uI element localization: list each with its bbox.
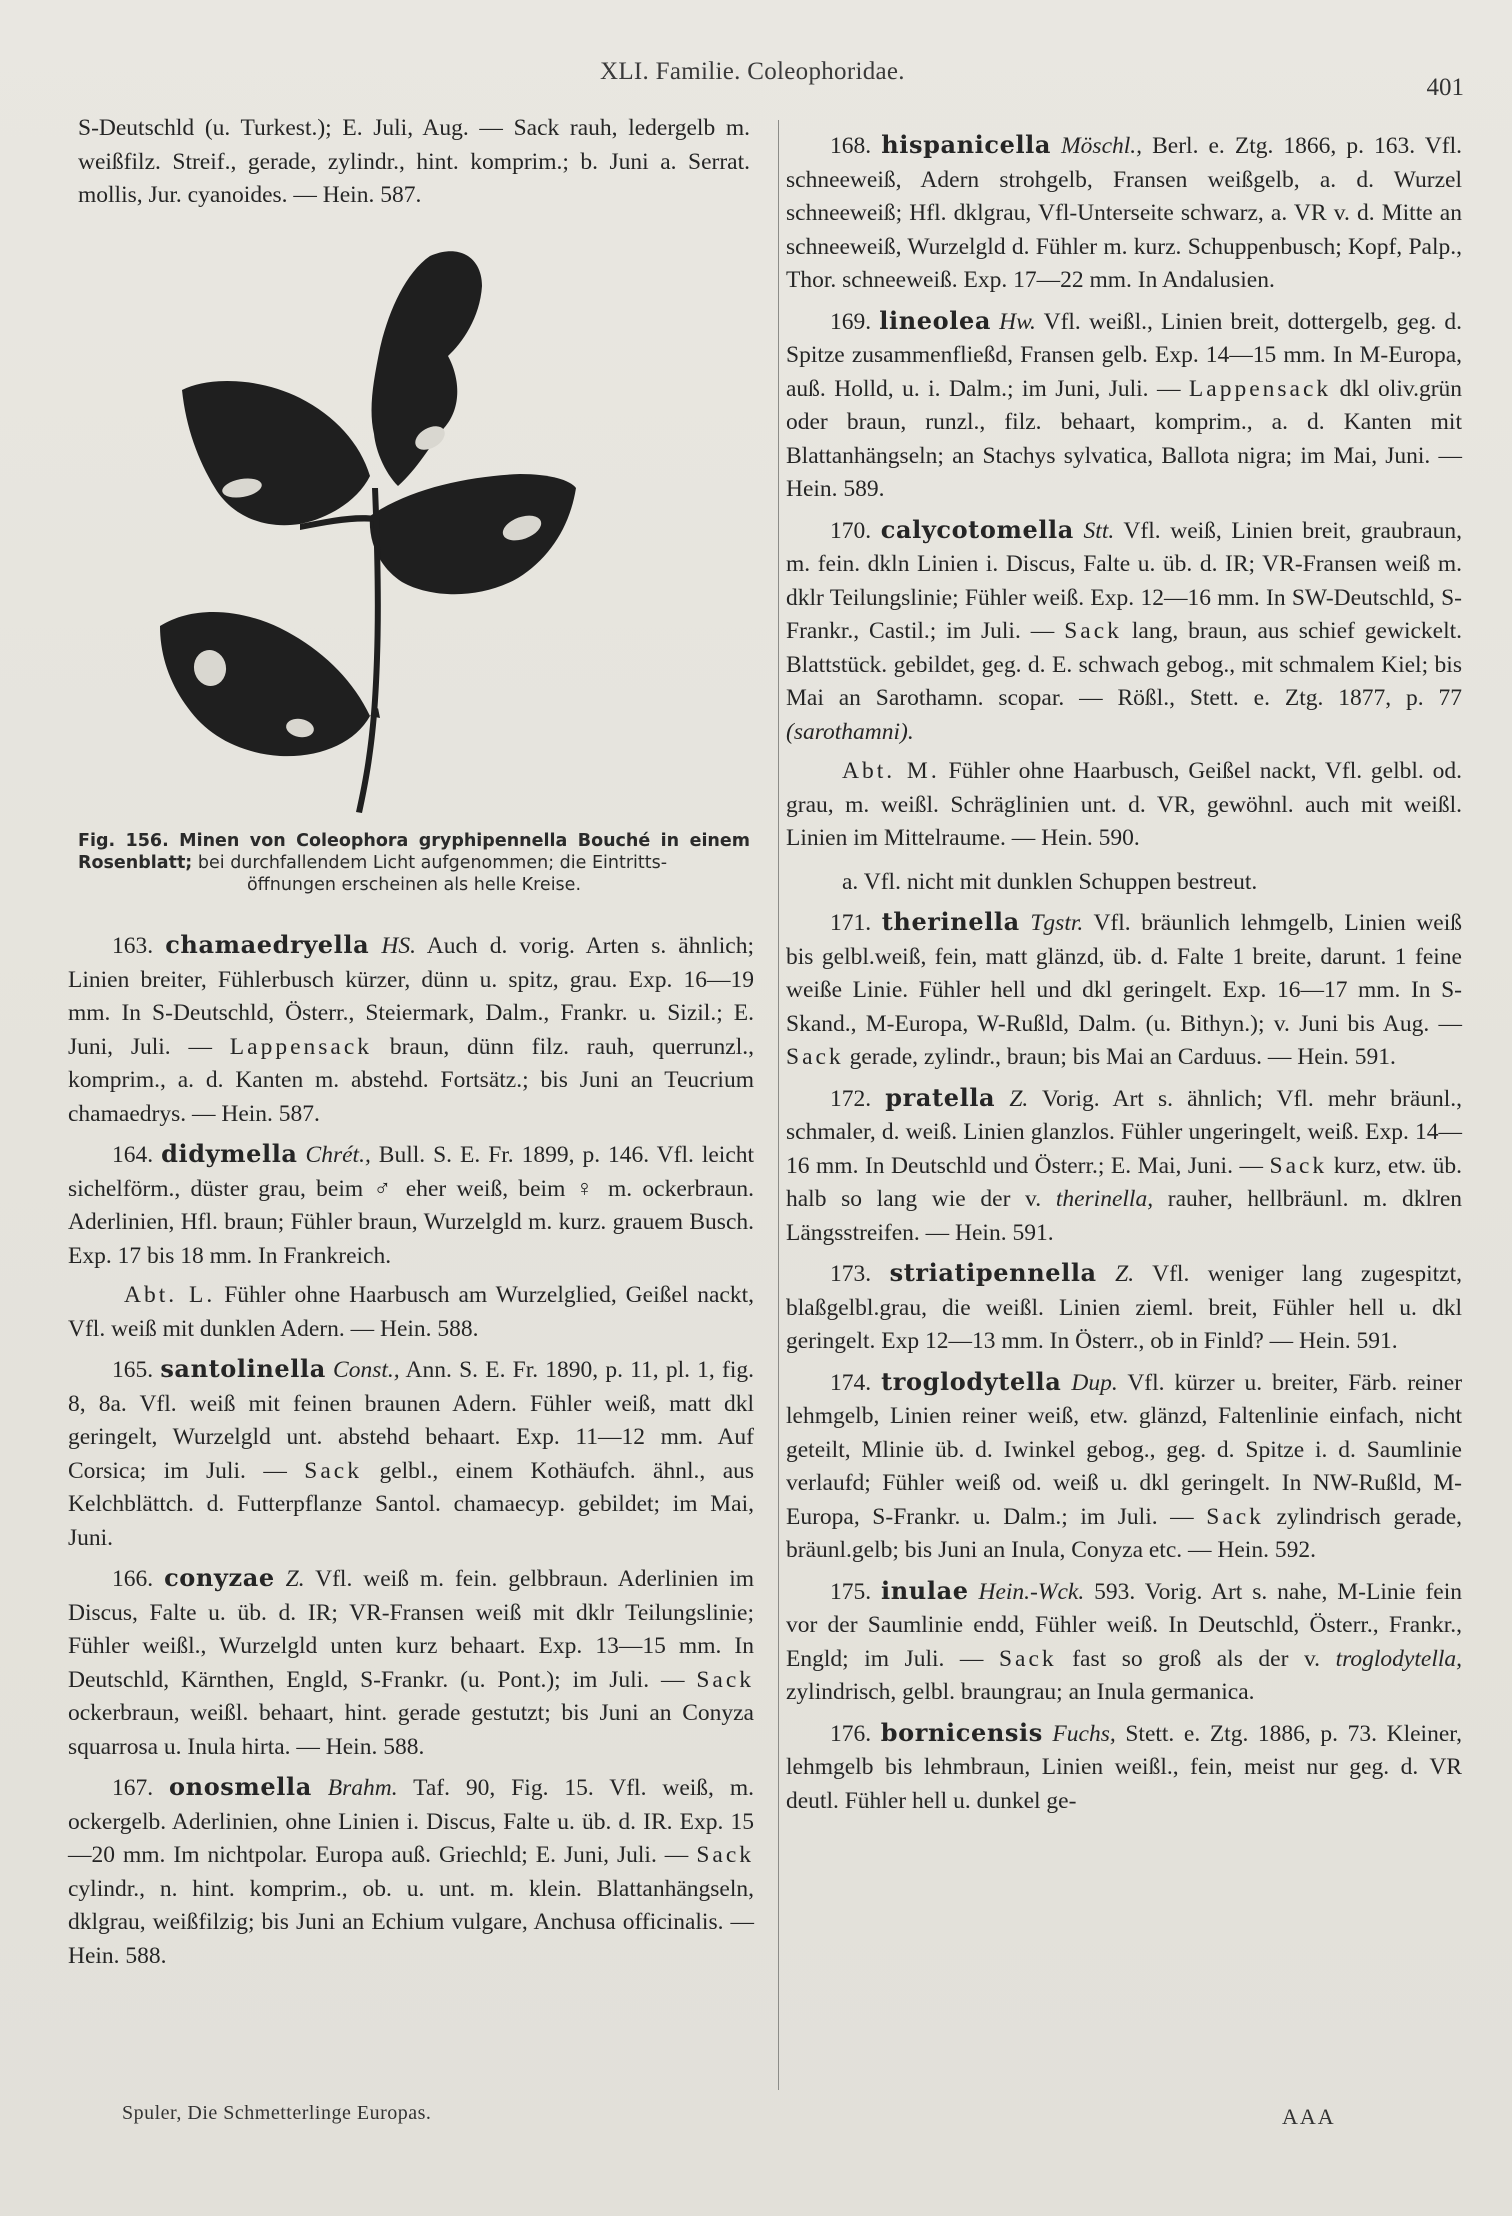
species-name: onosmella: [169, 1772, 312, 1801]
entry-number: 165.: [112, 1357, 154, 1383]
page-number: 401: [1426, 74, 1464, 101]
entry-text: Vorig. Art s. ähnlich; Vfl. mehr bräunl., schmaler, d. weiß. Linien glanzlos. Fühler ungeringelt, weiß. Exp. 14—16 mm. In Deutschld und Österr.; E. Mai, Juni. —: [786, 1085, 1463, 1179]
entry-163: [68, 928, 754, 1131]
figure-caption-last: öffnungen erscheinen als helle Kreise.: [246, 875, 582, 895]
species-name: hispanicella: [881, 130, 1052, 159]
entry-number: 173.: [830, 1261, 872, 1287]
entry-171: [786, 905, 1462, 1075]
entry-number: 176.: [830, 1720, 872, 1747]
entry-text: Stett. e. Ztg. 1886, p. 73. Kleiner, lehmgelb bis lehmbraun, Linien weißl., fein, meist nur geg. d. VR deutl. Fühler hell u. dunkel ge-: [786, 1720, 1463, 1814]
species-name: santolinella: [160, 1354, 326, 1383]
entry-text: Vfl. weiß, Linien breit, graubraun, m. fein. dkln Linien i. Discus, Falte u. üb. d. IR; VR-Fransen weiß m. dklr Teilungslinie; Fühler weiß. Exp. 12—16 mm. In SW-Deutschld, S-Frankr., Castil.; im Juli. —: [786, 517, 1463, 644]
entry-text-3: rauher, hellbräunl. m. dklren Längsstreifen. — Hein. 591.: [786, 1186, 1463, 1246]
entry-number: 166.: [112, 1566, 154, 1592]
entry-text: Ann. S. E. Fr. 1890, p. 11, pl. 1, fig. 8, 8a. Vfl. weiß mit feinen braunen Adern. Fühler weiß, matt dkl geringelt, Wurzelgld unt. abstehd behaart. Exp. 11—12 mm. Auf Corsica; im Juli. —: [68, 1357, 754, 1484]
section-abt-m: [786, 755, 1462, 856]
subsection-a: a. Vfl. nicht mit dunklen Schuppen bestreut.: [842, 868, 1258, 895]
entry-text-2: kurz, etw. üb. halb so lang wie der v.: [786, 1152, 1463, 1212]
intro-paragraph: S-Deutschld (u. Turkest.); E. Juli, Aug. — Sack rauh, ledergelb m. weißfilz. Streif., gerade, zylindr., hint. komprim.; b. Juni a. Serrat. mollis, Jur. cyanoides. — Hein. 587.: [78, 115, 750, 208]
entry-172: [786, 1081, 1462, 1251]
entry-text-2: braun, dünn filz. rauh, querrunzl., komprim., a. d. Kanten m. abstehd. Fortsätz.; bis Juni an Teucrium chamaedrys. — Hein. 587.: [68, 1033, 754, 1127]
author: Tgstr.: [1030, 910, 1084, 936]
sack-label: Sack: [304, 1457, 362, 1484]
entry-166: [68, 1561, 754, 1764]
species-name: troglodytella: [881, 1366, 1062, 1396]
entry-text: Taf. 90, Fig. 15. Vfl. weiß, m. ockergelb. Aderlinien, ohne Linien i. Discus, Falte u. üb. d. IR. Exp. 15—20 mm. Im nichtpolar. Europa auß. Griechld; E. Juni, Juli. —: [68, 1775, 754, 1868]
sack-label: Sack: [1064, 618, 1122, 644]
italic-species: troglodytella,: [1335, 1645, 1462, 1672]
entry-168: [786, 128, 1462, 298]
section-label: Abt. L.: [124, 1282, 216, 1308]
sack-label: Lappensack: [229, 1033, 373, 1060]
entry-173: [786, 1256, 1462, 1359]
figure-caption-lead: Fig. 156. Minen von Coleophora gryphipennella Bouché in einem Rosenblatt;: [78, 831, 750, 873]
species-name: striatipennella: [889, 1258, 1097, 1287]
entry-number: 174.: [830, 1369, 872, 1396]
entry-text-2: lang, braun, aus schief gewickelt. Blattstück. gebildet, geg. d. E. schwach gebog., mit schmalem Kiel; bis Mai an Sarothamn. scopar. — Rößl., Stett. e. Ztg. 1877, p. 77: [786, 618, 1463, 711]
rose-leaf-figure: [130, 238, 690, 818]
entry-text: Berl. e. Ztg. 1866, p. 163. Vfl. schneeweiß, Adern strohgelb, Fransen weißgelb, a. d. Wurzel schneeweiß; Hfl. dklgrau, Vfl-Unterseite schwarz, a. VR v. d. Mitte an schneeweiß, Wurzelgld d. Fühler m. kurz. Schuppenbusch; Kopf, Palp., Thor. schneeweiß. Exp. 17—22 mm. In Andalusien.: [786, 133, 1463, 293]
entry-number: 172.: [830, 1085, 872, 1112]
species-name: calycotomella: [880, 514, 1074, 544]
species-name: chamaedryella: [165, 930, 370, 959]
section-abt-l: [68, 1279, 754, 1346]
entry-170: [786, 513, 1462, 750]
entry-169: [786, 304, 1462, 507]
sack-label: Sack: [1269, 1152, 1328, 1179]
entry-text: Bull. S. E. Fr. 1899, p. 146. Vfl. leicht sichelförm., düster grau, beim ♂ eher weiß, beim ♀ m. ockerbraun. Aderlinien, Hfl. braun; Fühler braun, Wurzelgld m. kurz. grauem Busch. Exp. 17 bis 18 mm. In Frankreich.: [68, 1142, 755, 1269]
sack-label: Sack: [696, 1842, 754, 1868]
entry-164: [68, 1137, 754, 1273]
figure-caption: [78, 830, 750, 896]
signature-mark: AAA: [1282, 2104, 1336, 2129]
entry-number: 168.: [830, 133, 872, 159]
left-column-entries: [68, 928, 754, 1979]
entry-text-3: (sarothamni).: [786, 718, 914, 745]
author: Z.: [1009, 1085, 1029, 1112]
author: Z.: [1115, 1261, 1135, 1287]
species-name: lineolea: [879, 305, 991, 335]
entry-text-2: cylindr., n. hint. komprim., ob. u. unt. m. klein. Blattanhängseln, dklgrau, weißfilzig; bis Juni an Echium vulgare, Anchusa officinalis. — Hein. 588.: [68, 1875, 754, 1969]
entry-176: [786, 1716, 1462, 1819]
entry-text: Auch d. vorig. Arten s. ähnlich; Linien breiter, Fühlerbusch kürzer, dünn u. spitz, grau. Exp. 16—19 mm. In S-Deutschld, Österr., Steiermark, Dalm., Frankr. u. Sizil.; E. Juni, Juli. —: [68, 933, 755, 1060]
species-name: bornicensis: [880, 1717, 1043, 1747]
section-label: Abt. M.: [842, 758, 940, 784]
species-name: didymella: [161, 1139, 298, 1168]
right-column: [786, 128, 1462, 1824]
entry-number: 167.: [112, 1775, 154, 1801]
entry-text: Vfl. kürzer u. breiter, Färb. reiner lehmgelb, Linien reiner weiß, etw. glänzd, Faltenlinie einfach, nicht geteilt, Mlinie üb. d. Iwinkel gebog., geg. d. Spitze i. d. Saumlinie verlaufd; Fühler weiß od. weiß u. dkl geringelt. In NW-Rußld, M-Europa, S-Frankr. u. Dalm.; im Juli. —: [786, 1369, 1463, 1530]
author: Brahm.: [327, 1775, 398, 1801]
entry-167: [68, 1770, 754, 1973]
author: Dup.: [1071, 1369, 1118, 1396]
author: Const.,: [333, 1357, 400, 1383]
species-name: conyzae: [164, 1563, 275, 1592]
entry-text: Vfl. weißl., Linien breit, dottergelb, geg. d. Spitze zusammenfließd, Fransen gelb. Exp. 14—15 mm. In M-Europa, auß. Holld, u. i. Dalm.; im Juni, Juli. —: [786, 308, 1463, 402]
entry-text-2: gerade, zylindr., braun; bis Mai an Carduus. — Hein. 591.: [849, 1044, 1396, 1070]
entry-text: Vfl. weniger lang zugespitzt, blaßgelbl.grau, die weißl. Linien zieml. breit, Fühler hell u. dkl geringelt. Exp 12—13 mm. In Österr., ob in Finld? — Hein. 591.: [786, 1261, 1462, 1354]
entry-number: 171.: [830, 910, 872, 936]
author: Hw.: [999, 308, 1036, 335]
entry-number: 164.: [112, 1142, 154, 1168]
author: Stt.: [1083, 517, 1115, 544]
author: Möschl.,: [1061, 133, 1143, 159]
sack-label: Sack: [998, 1645, 1057, 1672]
entry-text-2: zylindrisch gerade, bräunl.gelb; bis Juni an Inula, Conyza etc. — Hein. 592.: [786, 1503, 1462, 1563]
entry-text: 593. Vorig. Art s. nahe, M-Linie fein vor der Saumlinie endd, Fühler weiß. In Deutschld, Österr., Frankr., Engld; im Juli. —: [786, 1578, 1463, 1672]
entry-175: [786, 1574, 1462, 1710]
sack-label: Lappensack: [1188, 375, 1332, 402]
left-column-top: [78, 112, 750, 219]
entry-number: 163.: [112, 933, 154, 959]
entry-174: [786, 1365, 1462, 1568]
sack-label: Sack: [696, 1666, 755, 1693]
entry-text: Vfl. bräunlich lehmgelb, Linien weiß bis gelbl.weiß, fein, matt glänzd, üb. d. Falte 1 breite, darunt. 1 feine weiße Linie. Fühler hell und dkl geringelt. Exp. 16—17 mm. In S-Skand., M-Europa, W-Rußld, Dalm. (u. Bithyn.); v. Juni bis Aug. —: [786, 910, 1463, 1037]
footer-publisher: Spuler, Die Schmetterlinge Europas.: [122, 2102, 432, 2124]
section-text: Fühler ohne Haarbusch, Geißel nackt, Vfl. gelbl. od. grau, m. weißl. Schräglinien unt. d. VR, gewöhnl. auch mit weißl. Linien im Mittelraume. — Hein. 590.: [786, 758, 1462, 851]
entry-text: Vfl. weiß m. fein. gelbbraun. Aderlinien im Discus, Falte u. üb. d. IR; VR-Fransen weiß mit dklr Teilungslinie; Fühler weißl., Wurzelgld unten kurz behaart. Exp. 13—15 mm. In Deutschld, Kärnthen, Engld, S-Frankr. (u. Pont.); im Juli. —: [68, 1566, 755, 1693]
entry-number: 175.: [830, 1578, 872, 1605]
entry-number: 170.: [830, 517, 872, 544]
entry-number: 169.: [830, 308, 872, 335]
column-divider: [778, 120, 779, 2090]
entry-165: [68, 1352, 754, 1555]
author: HS.: [381, 933, 416, 959]
entry-text-2: gelbl., einem Kothäufch. ähnl., aus Kelchblättch. d. Futterpflanze Santol. chamaecyp. gebildet; im Mai, Juni.: [68, 1457, 755, 1551]
sack-label: Sack: [1206, 1503, 1264, 1530]
running-head: XLI. Familie. Coleophoridae.: [600, 58, 905, 85]
figure-caption-rest: bei durchfallendem Licht aufgenommen; die Eintritts-: [197, 853, 668, 873]
rose-leaf-illustration: [130, 238, 690, 818]
author: Z.: [285, 1566, 305, 1592]
author: Fuchs,: [1052, 1720, 1116, 1747]
entry-text-2: ockerbraun, weißl. behaart, hint. gerade gestutzt; bis Juni an Conyza squarrosa u. Inula hirta. — Hein. 588.: [68, 1700, 754, 1760]
author: Hein.-Wck.: [978, 1578, 1085, 1605]
sack-label: Sack: [786, 1044, 844, 1070]
entry-text-2: dkl oliv.grün oder braun, runzl., filz. behaart, komprim., a. d. Kanten mit Blattanhängseln; an Stachys sylvatica, Ballota nigra; im Mai, Juni. — Hein. 589.: [786, 375, 1463, 502]
species-name: therinella: [881, 907, 1020, 936]
entry-text-3: zylindrisch, gelbl. braungrau; an Inula germanica.: [786, 1679, 1255, 1705]
entry-text-2: fast so groß als der v.: [1072, 1645, 1321, 1672]
section-text: Fühler ohne Haarbusch am Wurzelglied, Geißel nackt, Vfl. weiß mit dunklen Adern. — Hein. 588.: [68, 1282, 754, 1342]
italic-species: therinella,: [1055, 1186, 1154, 1212]
author: Chrét.,: [305, 1142, 371, 1168]
species-name: pratella: [885, 1082, 996, 1112]
species-name: inulae: [881, 1575, 969, 1605]
